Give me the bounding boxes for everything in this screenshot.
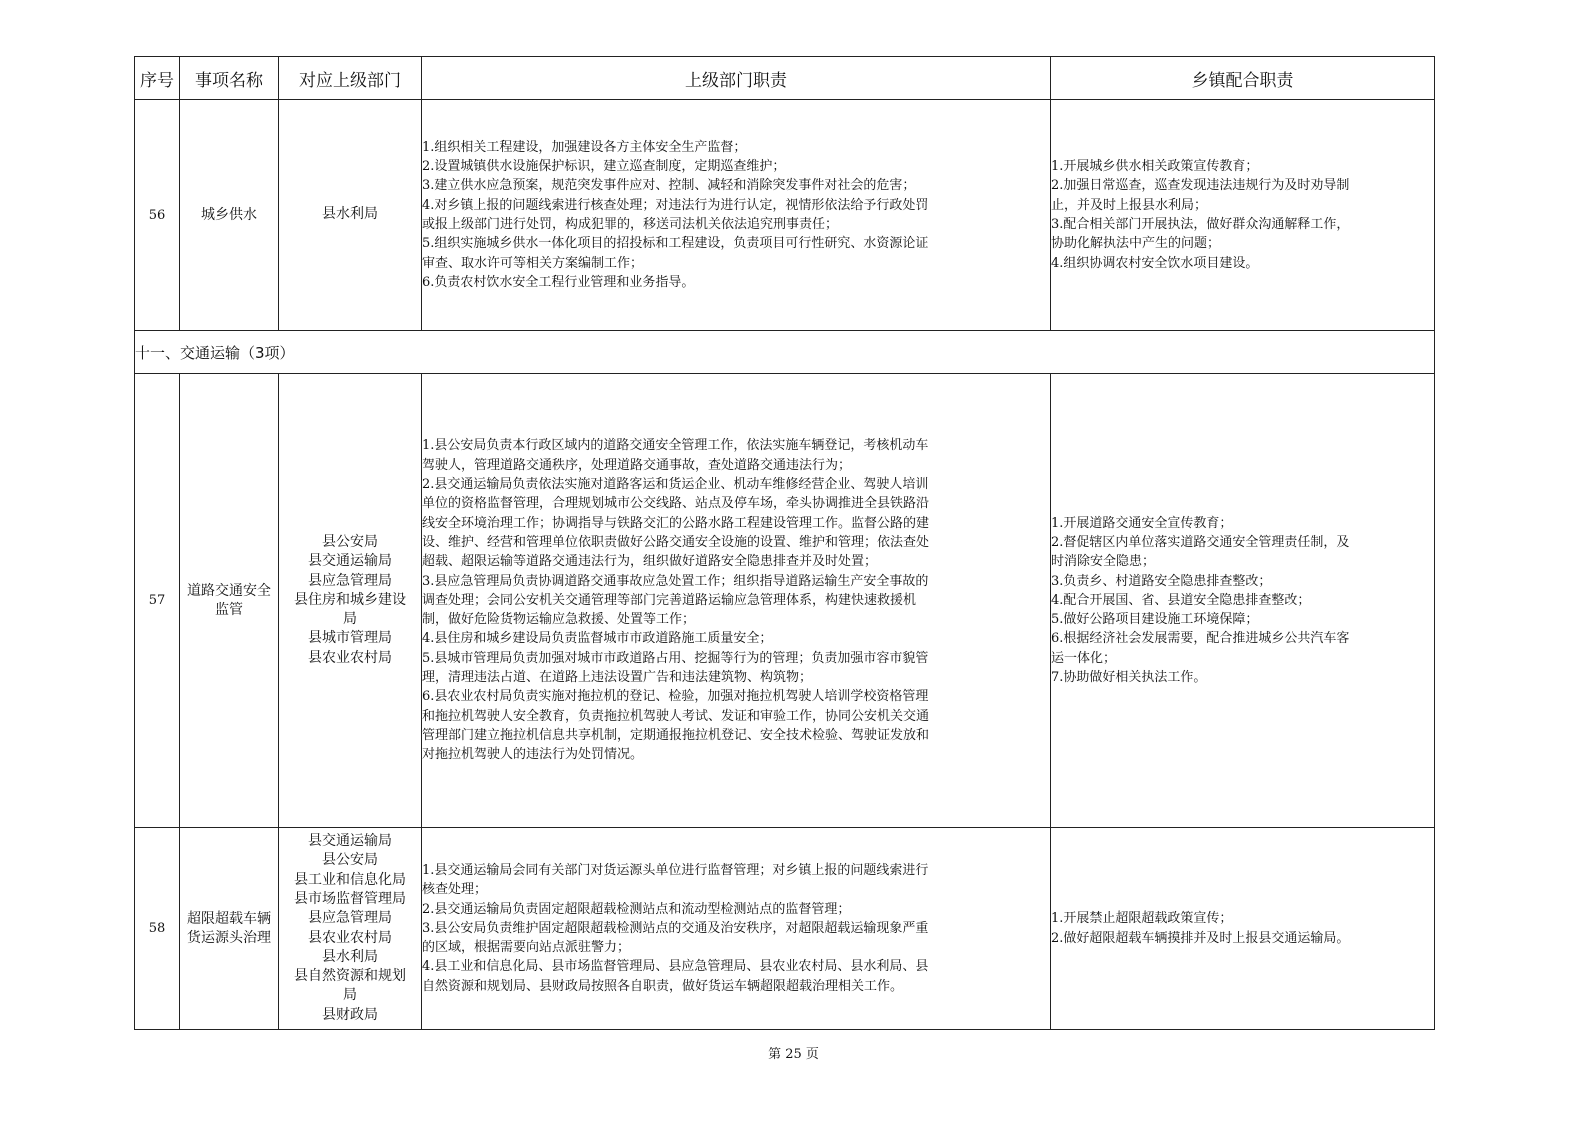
text-line: 时消除安全隐患； [1051, 554, 1156, 570]
item-name [180, 374, 279, 828]
text-line: 超载、超限运输等道路交通违法行为，组织做好道路安全隐患排查并及时处置； [422, 554, 878, 570]
text-line: 制，做好危险货物运输应急救援、处置等工作； [422, 612, 696, 628]
text-line: 5.县城市管理局负责加强对城市市政道路占用、挖掘等行为的管理；负责加强市容市貌管 [422, 650, 929, 666]
text-line: 5.组织实施城乡供水一体化项目的招投标和工程建设，负责项目可行性研究、水资源论证 [422, 236, 929, 252]
dept-line: 县水利局 [322, 948, 378, 965]
row-number: 56 [135, 100, 180, 331]
text-line: 7.协助做好相关执法工作。 [1051, 670, 1207, 686]
text-line: 2.县交通运输局负责固定超限超载检测站点和流动型检测站点的监督管理； [422, 901, 851, 917]
dept-line: 县城市管理局 [308, 630, 392, 647]
section-title: 十一、交通运输（3项） [135, 331, 1435, 374]
header-town-responsibility: 乡镇配合职责 [1051, 57, 1435, 100]
text-line: 运一体化； [1051, 650, 1117, 666]
item-name [180, 828, 279, 1030]
text-line: 线安全环境治理工作；协调指导与铁路交汇的公路水路工程建设管理工作。监督公路的建 [422, 515, 930, 531]
text-line: 2.做好超限超载车辆摸排并及时上报县交通运输局。 [1051, 930, 1350, 946]
text-line: 驾驶人，管理道路交通秩序，处理道路交通事故，查处道路交通违法行为； [422, 457, 852, 473]
dept-line: 县农业农村局 [308, 929, 392, 946]
upper-responsibility [422, 100, 1051, 331]
dept-line: 局 [343, 611, 357, 628]
dept-line: 县交通运输局 [308, 553, 392, 570]
dept-line: 县农业农村局 [308, 649, 392, 666]
text-line: 调查处理；会同公安机关交通管理等部门完善道路运输应急管理体系，构建快速救援机 [422, 592, 917, 608]
town-responsibility [1051, 100, 1435, 331]
text-line: 6.负责农村饮水安全工程行业管理和业务指导。 [422, 274, 695, 290]
text-line: 2.设置城镇供水设施保护标识，建立巡查制度，定期巡查维护； [422, 159, 786, 175]
header-number: 序号 [135, 57, 180, 100]
text-line: 和拖拉机驾驶人安全教育，负责拖拉机驾驶人考试、发证和审验工作，协同公安机关交通 [422, 708, 930, 724]
header-upper-dept: 对应上级部门 [279, 57, 422, 100]
item-name-line: 城乡供水 [201, 206, 257, 223]
dept-line: 县市场监督管理局 [294, 890, 406, 907]
responsibility-table [134, 56, 1435, 1030]
header-upper-responsibility: 上级部门职责 [422, 57, 1051, 100]
upper-responsibility [422, 374, 1051, 828]
item-name-line: 货运源头治理 [187, 929, 271, 946]
dept-line: 县公安局 [322, 533, 378, 550]
text-line: 止，并及时上报县水利局； [1051, 197, 1208, 213]
text-line: 3.建立供水应急预案，规范突发事件应对、控制、减轻和消除突发事件对社会的危害； [422, 178, 916, 194]
text-line: 1.开展禁止超限超载政策宣传； [1051, 911, 1233, 927]
dept-line: 县应急管理局 [308, 572, 392, 589]
text-line: 2.加强日常巡查，巡查发现违法违规行为及时劝导制 [1051, 178, 1350, 194]
dept-line: 县交通运输局 [308, 833, 392, 850]
text-line: 核查处理； [422, 882, 488, 898]
table-row [135, 374, 1435, 828]
text-line: 3.配合相关部门开展执法，做好群众沟通解释工作， [1051, 217, 1350, 232]
item-name-line: 监管 [215, 601, 243, 618]
upper-dept [279, 100, 422, 331]
text-line: 4.对乡镇上报的问题线索进行核查处理；对违法行为进行认定，视情形依法给予行政处罚 [422, 197, 929, 213]
text-line: 3.县公安局负责维护固定超限超载检测站点的交通及治安秩序，对超限超载运输现象严重 [422, 920, 929, 936]
town-responsibility [1051, 374, 1435, 828]
row-number: 57 [135, 374, 180, 828]
text-line: 5.做好公路项目建设施工环境保障； [1051, 612, 1259, 628]
town-responsibility [1051, 828, 1435, 1030]
text-line: 或报上级部门进行处罚，构成犯罪的，移送司法机关依法追究刑事责任； [422, 217, 839, 232]
text-line: 单位的资格监督管理，合理规划城市公交线路、站点及停车场，牵头协调推进全县铁路沿 [422, 496, 930, 512]
dept-line: 局 [343, 987, 357, 1004]
text-line: 设、维护、经营和管理单位依职责做好公路交通安全设施的设置、维护和管理；依法查处 [422, 534, 930, 550]
text-line: 协助化解执法中产生的问题； [1051, 236, 1221, 252]
text-line: 1.开展道路交通安全宣传教育； [1051, 515, 1233, 531]
dept-line: 县自然资源和规划 [294, 968, 406, 985]
text-line: 对拖拉机驾驶人的违法行为处罚情况。 [422, 747, 644, 763]
dept-line: 县住房和城乡建设 [294, 591, 406, 608]
text-line: 3.负责乡、村道路安全隐患排查整改； [1051, 573, 1272, 589]
text-line: 1.开展城乡供水相关政策宣传教育； [1051, 159, 1259, 175]
header-item-name: 事项名称 [180, 57, 279, 100]
text-line: 4.县住房和城乡建设局负责监督城市市政道路施工质量安全； [422, 631, 773, 647]
table-header-row [135, 57, 1435, 100]
row-number: 58 [135, 828, 180, 1030]
page-number: 第 25 页 [768, 1047, 819, 1062]
text-line: 1.组织相关工程建设，加强建设各方主体安全生产监督； [422, 139, 747, 155]
item-name-line: 道路交通安全 [187, 582, 271, 599]
table-row [135, 828, 1435, 1030]
dept-line: 县公安局 [322, 852, 378, 869]
upper-responsibility [422, 828, 1051, 1030]
text-line: 4.组织协调农村安全饮水项目建设。 [1051, 255, 1259, 271]
dept-line: 县财政局 [322, 1006, 378, 1023]
text-line: 审查、取水许可等相关方案编制工作； [422, 255, 644, 271]
text-line: 3.县应急管理局负责协调道路交通事故应急处置工作；组织指导道路运输生产安全事故的 [422, 573, 929, 589]
text-line: 自然资源和规划局、县财政局按照各自职责，做好货运车辆超限超载治理相关工作。 [422, 978, 904, 994]
upper-dept [279, 828, 422, 1030]
text-line: 1.县交通运输局会同有关部门对货运源头单位进行监督管理；对乡镇上报的问题线索进行 [422, 862, 929, 878]
text-line: 1.县公安局负责本行政区域内的道路交通安全管理工作，依法实施车辆登记，考核机动车 [422, 438, 929, 454]
item-name [180, 100, 279, 331]
text-line: 4.配合开展国、省、县道安全隐患排查整改； [1051, 592, 1311, 608]
text-line: 2.督促辖区内单位落实道路交通安全管理责任制，及 [1051, 534, 1350, 550]
section-row [135, 331, 1435, 374]
text-line: 6.根据经济社会发展需要，配合推进城乡公共汽车客 [1051, 631, 1350, 647]
upper-dept [279, 374, 422, 828]
dept-line: 县应急管理局 [308, 910, 392, 927]
text-line: 管理部门建立拖拉机信息共享机制，定期通报拖拉机登记、安全技术检验、驾驶证发放和 [422, 727, 930, 743]
text-line: 理，清理违法占道、在道路上违法设置广告和违法建筑物、构筑物； [422, 670, 813, 686]
dept-line: 县水利局 [322, 206, 378, 223]
text-line: 的区域，根据需要向站点派驻警力； [422, 940, 631, 956]
dept-line: 县工业和信息化局 [294, 871, 406, 888]
text-line: 2.县交通运输局负责依法实施对道路客运和货运企业、机动车维修经营企业、驾驶人培训 [422, 477, 929, 493]
item-name-line: 超限超载车辆 [187, 910, 271, 927]
text-line: 4.县工业和信息化局、县市场监督管理局、县应急管理局、县农业农村局、县水利局、县 [422, 959, 929, 975]
text-line: 6.县农业农村局负责实施对拖拉机的登记、检验，加强对拖拉机驾驶人培训学校资格管理 [422, 689, 929, 705]
table-row [135, 100, 1435, 331]
